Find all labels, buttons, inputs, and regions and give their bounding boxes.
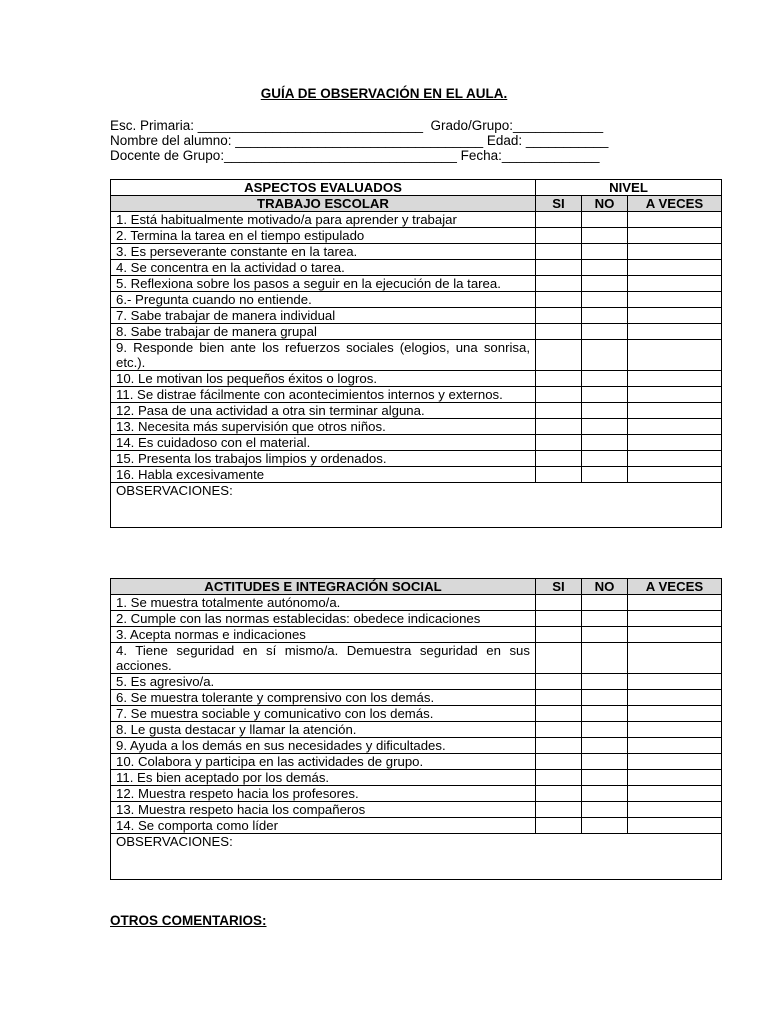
check-cell-no[interactable]	[582, 754, 628, 770]
check-cell-aveces[interactable]	[628, 802, 722, 818]
check-cell-aveces[interactable]	[628, 722, 722, 738]
check-cell-si[interactable]	[536, 212, 582, 228]
table-row	[111, 770, 722, 786]
check-cell-no[interactable]	[582, 627, 628, 643]
check-cell-si[interactable]	[536, 690, 582, 706]
check-cell-aveces[interactable]	[628, 212, 722, 228]
check-cell-aveces[interactable]	[628, 228, 722, 244]
item-text: 7. Se muestra sociable y comunicativo con los demás.	[111, 706, 536, 722]
table-row	[111, 467, 722, 483]
check-cell-aveces[interactable]	[628, 595, 722, 611]
check-cell-aveces[interactable]	[628, 451, 722, 467]
nivel-header: NIVEL	[536, 180, 722, 196]
check-cell-no[interactable]	[582, 260, 628, 276]
item-text: 12. Muestra respeto hacia los profesores.	[111, 786, 536, 802]
check-cell-aveces[interactable]	[628, 276, 722, 292]
col-si-header: SI	[536, 579, 582, 595]
table-row	[111, 706, 722, 722]
check-cell-si[interactable]	[536, 627, 582, 643]
check-cell-si[interactable]	[536, 802, 582, 818]
item-text: 5. Reflexiona sobre los pasos a seguir en la ejecución de la tarea.	[111, 276, 536, 292]
table-row	[111, 244, 722, 260]
table-row	[111, 738, 722, 754]
school-grade-line: Esc. Primaria: ______________________________ Grado/Grupo:____________	[110, 118, 604, 133]
check-cell-no[interactable]	[582, 371, 628, 387]
check-cell-no[interactable]	[582, 467, 628, 483]
check-cell-no[interactable]	[582, 738, 628, 754]
student-age-line: Nombre del alumno: _________________________________ Edad: ___________	[110, 133, 609, 148]
check-cell-aveces[interactable]	[628, 292, 722, 308]
check-cell-no[interactable]	[582, 244, 628, 260]
observaciones-row	[111, 834, 722, 880]
check-cell-no[interactable]	[582, 770, 628, 786]
check-cell-no[interactable]	[582, 643, 628, 674]
observaciones-row	[111, 483, 722, 528]
check-cell-si[interactable]	[536, 738, 582, 754]
check-cell-no[interactable]	[582, 690, 628, 706]
table-row	[111, 276, 722, 292]
check-cell-si[interactable]	[536, 770, 582, 786]
check-cell-no[interactable]	[582, 786, 628, 802]
check-cell-si[interactable]	[536, 403, 582, 419]
item-text: 2. Cumple con las normas establecidas: obedece indicaciones	[111, 611, 536, 627]
check-cell-no[interactable]	[582, 818, 628, 834]
item-text: 6.- Pregunta cuando no entiende.	[111, 292, 536, 308]
item-text: 13. Necesita más supervisión que otros niños.	[111, 419, 536, 435]
check-cell-no[interactable]	[582, 324, 628, 340]
check-cell-aveces[interactable]	[628, 754, 722, 770]
item-text: 8. Le gusta destacar y llamar la atención.	[111, 722, 536, 738]
check-cell-aveces[interactable]	[628, 706, 722, 722]
check-cell-si[interactable]	[536, 674, 582, 690]
check-cell-no[interactable]	[582, 722, 628, 738]
item-text: 11. Se distrae fácilmente con acontecimientos internos y externos.	[111, 387, 536, 403]
check-cell-no[interactable]	[582, 276, 628, 292]
actitudes-table	[110, 578, 722, 880]
col-no-header: NO	[582, 196, 628, 212]
check-cell-si[interactable]	[536, 419, 582, 435]
table-row	[111, 403, 722, 419]
table-row	[111, 292, 722, 308]
aspects-header: ASPECTOS EVALUADOS	[111, 180, 536, 196]
check-cell-aveces[interactable]	[628, 387, 722, 403]
teacher-date-line: Docente de Grupo:_______________________________ Fecha:_____________	[110, 148, 600, 163]
check-cell-si[interactable]	[536, 228, 582, 244]
check-cell-no[interactable]	[582, 228, 628, 244]
item-text: 2. Termina la tarea en el tiempo estipulado	[111, 228, 536, 244]
item-text: 5. Es agresivo/a.	[111, 674, 536, 690]
item-text: 9. Ayuda a los demás en sus necesidades y dificultades.	[111, 738, 536, 754]
item-text: 9. Responde bien ante los refuerzos sociales (elogios, una sonrisa, etc.).	[111, 340, 536, 371]
check-cell-si[interactable]	[536, 340, 582, 371]
check-cell-si[interactable]	[536, 292, 582, 308]
table-row	[111, 643, 722, 674]
check-cell-aveces[interactable]	[628, 786, 722, 802]
table-header-row	[111, 180, 722, 196]
check-cell-aveces[interactable]	[628, 627, 722, 643]
check-cell-si[interactable]	[536, 467, 582, 483]
table-row	[111, 324, 722, 340]
item-text: 4. Tiene seguridad en sí mismo/a. Demuestra seguridad en sus acciones.	[111, 643, 536, 674]
check-cell-aveces[interactable]	[628, 467, 722, 483]
table-row	[111, 754, 722, 770]
check-cell-no[interactable]	[582, 802, 628, 818]
observaciones-field[interactable]: OBSERVACIONES:	[111, 834, 722, 880]
check-cell-si[interactable]	[536, 260, 582, 276]
check-cell-no[interactable]	[582, 419, 628, 435]
check-cell-no[interactable]	[582, 674, 628, 690]
check-cell-aveces[interactable]	[628, 371, 722, 387]
table-row	[111, 690, 722, 706]
section-title-actitudes: ACTITUDES E INTEGRACIÓN SOCIAL	[111, 579, 536, 595]
check-cell-aveces[interactable]	[628, 690, 722, 706]
check-cell-si[interactable]	[536, 818, 582, 834]
table-row	[111, 627, 722, 643]
check-cell-aveces[interactable]	[628, 738, 722, 754]
item-text: 3. Es perseverante constante en la tarea.	[111, 244, 536, 260]
check-cell-no[interactable]	[582, 403, 628, 419]
col-aveces-header: A VECES	[628, 196, 722, 212]
table-row	[111, 674, 722, 690]
check-cell-si[interactable]	[536, 722, 582, 738]
check-cell-si[interactable]	[536, 643, 582, 674]
check-cell-no[interactable]	[582, 595, 628, 611]
item-text: 16. Habla excesivamente	[111, 467, 536, 483]
check-cell-aveces[interactable]	[628, 403, 722, 419]
item-text: 10. Le motivan los pequeños éxitos o logros.	[111, 371, 536, 387]
check-cell-si[interactable]	[536, 308, 582, 324]
check-cell-si[interactable]	[536, 371, 582, 387]
item-text: 14. Es cuidadoso con el material.	[111, 435, 536, 451]
table-row	[111, 308, 722, 324]
check-cell-si[interactable]	[536, 595, 582, 611]
check-cell-si[interactable]	[536, 387, 582, 403]
table-row	[111, 818, 722, 834]
section-title-trabajo-escolar: TRABAJO ESCOLAR	[111, 196, 536, 212]
check-cell-si[interactable]	[536, 706, 582, 722]
check-cell-aveces[interactable]	[628, 340, 722, 371]
check-cell-no[interactable]	[582, 292, 628, 308]
check-cell-no[interactable]	[582, 308, 628, 324]
table-row	[111, 786, 722, 802]
check-cell-si[interactable]	[536, 754, 582, 770]
table-row	[111, 435, 722, 451]
check-cell-si[interactable]	[536, 324, 582, 340]
item-text: 7. Sabe trabajar de manera individual	[111, 308, 536, 324]
item-text: 15. Presenta los trabajos limpios y ordenados.	[111, 451, 536, 467]
table-row	[111, 451, 722, 467]
table-row	[111, 387, 722, 403]
check-cell-aveces[interactable]	[628, 770, 722, 786]
check-cell-no[interactable]	[582, 212, 628, 228]
check-cell-no[interactable]	[582, 706, 628, 722]
table-row	[111, 802, 722, 818]
check-cell-aveces[interactable]	[628, 435, 722, 451]
item-text: 6. Se muestra tolerante y comprensivo con los demás.	[111, 690, 536, 706]
check-cell-aveces[interactable]	[628, 674, 722, 690]
page-title: GUÍA DE OBSERVACIÓN EN EL AULA.	[260, 86, 508, 101]
check-cell-aveces[interactable]	[628, 308, 722, 324]
check-cell-aveces[interactable]	[628, 419, 722, 435]
item-text: 3. Acepta normas e indicaciones	[111, 627, 536, 643]
check-cell-si[interactable]	[536, 276, 582, 292]
check-cell-aveces[interactable]	[628, 818, 722, 834]
table-row	[111, 371, 722, 387]
check-cell-aveces[interactable]	[628, 244, 722, 260]
check-cell-si[interactable]	[536, 786, 582, 802]
check-cell-aveces[interactable]	[628, 611, 722, 627]
table-row	[111, 722, 722, 738]
trabajo-escolar-table	[110, 179, 722, 528]
check-cell-no[interactable]	[582, 387, 628, 403]
check-cell-si[interactable]	[536, 435, 582, 451]
section-header-row	[111, 579, 722, 595]
check-cell-no[interactable]	[582, 340, 628, 371]
table-row	[111, 419, 722, 435]
item-text: 4. Se concentra en la actividad o tarea.	[111, 260, 536, 276]
check-cell-aveces[interactable]	[628, 324, 722, 340]
table-row	[111, 595, 722, 611]
item-text: 11. Es bien aceptado por los demás.	[111, 770, 536, 786]
table-row	[111, 611, 722, 627]
item-text: 14. Se comporta como líder	[111, 818, 536, 834]
item-text: 12. Pasa de una actividad a otra sin terminar alguna.	[111, 403, 536, 419]
check-cell-si[interactable]	[536, 244, 582, 260]
observaciones-field[interactable]: OBSERVACIONES:	[111, 483, 722, 528]
col-si-header: SI	[536, 196, 582, 212]
check-cell-si[interactable]	[536, 611, 582, 627]
check-cell-no[interactable]	[582, 451, 628, 467]
table-row	[111, 212, 722, 228]
check-cell-no[interactable]	[582, 435, 628, 451]
item-text: 1. Se muestra totalmente autónomo/a.	[111, 595, 536, 611]
item-text: 13. Muestra respeto hacia los compañeros	[111, 802, 536, 818]
check-cell-aveces[interactable]	[628, 643, 722, 674]
col-no-header: NO	[582, 579, 628, 595]
check-cell-aveces[interactable]	[628, 260, 722, 276]
table-row	[111, 228, 722, 244]
table-row	[111, 340, 722, 371]
col-aveces-header: A VECES	[628, 579, 722, 595]
table-row	[111, 260, 722, 276]
check-cell-si[interactable]	[536, 451, 582, 467]
otros-comentarios-heading: OTROS COMENTARIOS:	[110, 913, 267, 928]
item-text: 1. Está habitualmente motivado/a para aprender y trabajar	[111, 212, 536, 228]
item-text: 8. Sabe trabajar de manera grupal	[111, 324, 536, 340]
item-text: 10. Colabora y participa en las actividades de grupo.	[111, 754, 536, 770]
section-header-row	[111, 196, 722, 212]
check-cell-no[interactable]	[582, 611, 628, 627]
